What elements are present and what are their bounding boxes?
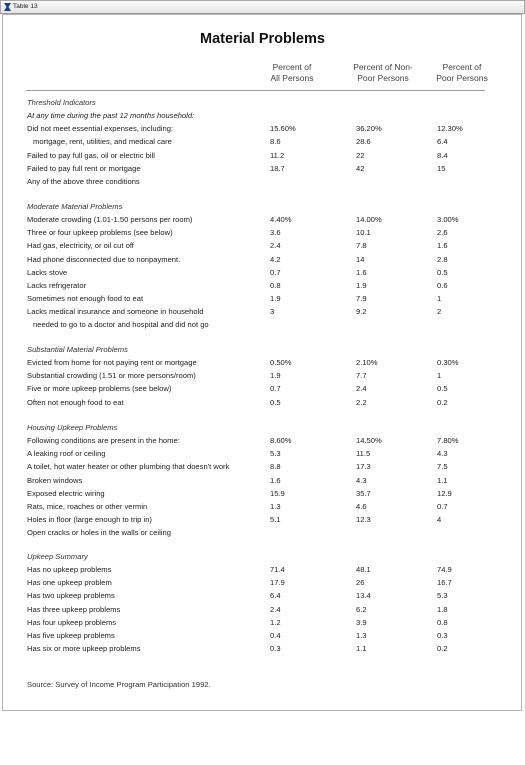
table-row: [27, 226, 497, 239]
column-header-line: Percent of: [272, 62, 312, 72]
column-header-line: Poor Persons: [357, 73, 409, 83]
window-title-bar: [0, 0, 525, 14]
row-label: Has no upkeep problems: [27, 565, 112, 575]
cell-non-poor: 12.3: [356, 515, 371, 525]
table-row: [27, 356, 497, 369]
row-label: A toilet, hot water heater or other plumbing that doesn't work: [27, 462, 230, 472]
table-row: [27, 434, 497, 447]
cell-all-persons: 2.4: [270, 241, 281, 251]
table-row: [27, 266, 497, 279]
table-row: [27, 279, 497, 292]
cell-all-persons: 1.6: [270, 475, 281, 485]
row-label: Failed to pay full rent or mortgage: [27, 163, 141, 173]
cell-all-persons: 0.7: [270, 384, 281, 394]
table-row: [27, 576, 497, 589]
cell-non-poor: 7.8: [356, 241, 367, 251]
cell-all-persons: 1.2: [270, 617, 281, 627]
row-label: Lacks refrigerator: [27, 280, 87, 290]
cell-poor: 4.3: [437, 449, 448, 459]
table-row: [27, 305, 497, 318]
header-divider: [26, 90, 485, 91]
cell-poor: 0.7: [437, 501, 448, 511]
cell-non-poor: 7.9: [356, 294, 367, 304]
cell-non-poor: 6.2: [356, 604, 367, 614]
table-title: Material Problems: [200, 31, 325, 47]
row-label: Broken windows: [27, 475, 83, 485]
source-note: [27, 679, 211, 691]
cell-poor: 0.2: [437, 397, 448, 407]
table-row: [27, 149, 497, 162]
cell-poor: 2.8: [437, 254, 448, 264]
cell-poor: 3.00%: [437, 215, 459, 225]
row-label: Has two upkeep problems: [27, 591, 115, 601]
cell-poor: 0.3: [437, 630, 448, 640]
table-row: [27, 369, 497, 382]
row-label: Lacks stove: [27, 267, 68, 277]
table-row: [27, 474, 497, 487]
cell-all-persons: 8.60%: [270, 436, 292, 446]
cell-non-poor: 1.6: [356, 267, 367, 277]
table-row: [27, 396, 497, 409]
row-label: Did not meet essential expenses, including:: [27, 124, 174, 134]
row-label: Had phone disconnected due to nonpayment.: [27, 254, 181, 264]
table-row: [27, 382, 497, 395]
cell-non-poor: 14: [356, 254, 365, 264]
source-label: Source:: [27, 680, 54, 689]
table-row: [27, 253, 497, 266]
row-label: Has six or more upkeep problems: [27, 644, 141, 654]
cell-non-poor: 2.10%: [356, 358, 378, 368]
cell-poor: 16.7: [437, 578, 452, 588]
cell-poor: 6.4: [437, 137, 448, 147]
table-row: [27, 487, 497, 500]
row-label: Has one upkeep problem: [27, 578, 112, 588]
source-text: Survey of Income Program Participation 1992.: [55, 680, 211, 689]
row-label: Holes in floor (large enough to trip in): [27, 515, 152, 525]
row-label: Open cracks or holes in the walls or ceiling: [27, 528, 171, 538]
row-label: Had gas, electricity, or oil cut off: [27, 241, 134, 251]
table-row: [27, 526, 497, 539]
row-label: Has four upkeep problems: [27, 617, 117, 627]
cell-all-persons: 11.2: [270, 150, 285, 160]
table-row: [27, 239, 497, 252]
cell-non-poor: 28.6: [356, 137, 371, 147]
table-row: [27, 460, 497, 473]
table-row: [27, 318, 497, 331]
cell-poor: 8.4: [437, 150, 448, 160]
table-row: [27, 109, 497, 122]
cell-all-persons: 5.3: [270, 449, 281, 459]
table-row: [27, 616, 497, 629]
cell-all-persons: 1.9: [270, 294, 281, 304]
table-row: [27, 162, 497, 175]
cell-non-poor: 1.9: [356, 280, 367, 290]
cell-poor: 0.30%: [437, 358, 459, 368]
cell-non-poor: 3.9: [356, 617, 367, 627]
column-header-line: Percent of Non-: [353, 62, 413, 72]
cell-all-persons: 15.60%: [270, 124, 296, 134]
section-title: Moderate Material Problems: [27, 202, 123, 211]
table-row: [27, 563, 497, 576]
cell-poor: 0.5: [437, 267, 448, 277]
cell-all-persons: 0.7: [270, 267, 281, 277]
row-label: Following conditions are present in the home:: [27, 436, 180, 446]
table-row: [27, 447, 497, 460]
row-label: Substantial crowding (1.51 or more persons/room): [27, 371, 196, 381]
row-label: Failed to pay full gas, oil or electric bill: [27, 150, 155, 160]
cell-all-persons: 2.4: [270, 604, 281, 614]
cell-non-poor: 14.00%: [356, 215, 382, 225]
cell-poor: 1.6: [437, 241, 448, 251]
row-label: Five or more upkeep problems (see below): [27, 384, 172, 394]
column-header-poor-persons: [423, 62, 501, 84]
cell-non-poor: 22: [356, 150, 365, 160]
cell-poor: 0.8: [437, 617, 448, 627]
cell-poor: 1: [437, 371, 442, 381]
table-row: [27, 513, 497, 526]
row-label: Has five upkeep problems: [27, 630, 115, 640]
cell-non-poor: 9.2: [356, 307, 367, 317]
cell-poor: 1: [437, 294, 442, 304]
column-header-line: Poor Persons: [436, 73, 488, 83]
cell-non-poor: 48.1: [356, 565, 371, 575]
cell-all-persons: 0.5: [270, 397, 281, 407]
section-title: Upkeep Summary: [27, 552, 88, 561]
row-label: Lacks medical insurance and someone in household: [27, 307, 204, 317]
cell-poor: 2: [437, 307, 442, 317]
cell-non-poor: 13.4: [356, 591, 371, 601]
cell-non-poor: 7.7: [356, 371, 367, 381]
column-header-line: All Persons: [270, 73, 314, 83]
cell-all-persons: 3: [270, 307, 275, 317]
cell-all-persons: 0.3: [270, 644, 281, 654]
table-row: [27, 122, 497, 135]
cell-non-poor: 2.2: [356, 397, 367, 407]
cell-non-poor: 17.3: [356, 462, 371, 472]
section-title: Threshold Indicators: [27, 98, 96, 107]
table-row: [27, 135, 497, 148]
column-header-non-poor-persons: [344, 62, 422, 84]
cell-all-persons: 6.4: [270, 591, 281, 601]
cell-non-poor: 10.1: [356, 228, 371, 238]
column-header-line: Percent of: [442, 62, 482, 72]
row-label: A leaking roof or ceiling: [27, 449, 106, 459]
cell-non-poor: 36.20%: [356, 124, 382, 134]
document-icon: [4, 3, 11, 11]
cell-all-persons: 0.8: [270, 280, 281, 290]
cell-poor: 0.5: [437, 384, 448, 394]
cell-all-persons: 0.4: [270, 630, 281, 640]
table-row: [27, 292, 497, 305]
cell-poor: 15: [437, 163, 446, 173]
cell-non-poor: 26: [356, 578, 365, 588]
cell-all-persons: 1.9: [270, 371, 281, 381]
column-header-all-persons: [253, 62, 331, 84]
cell-non-poor: 4.6: [356, 501, 367, 511]
cell-non-poor: 14.50%: [356, 436, 382, 446]
row-label: Has three upkeep problems: [27, 604, 121, 614]
row-label: Moderate crowding (1.01-1.50 persons per room): [27, 215, 193, 225]
row-label: Any of the above three conditions: [27, 176, 140, 186]
cell-all-persons: 4.40%: [270, 215, 292, 225]
cell-all-persons: 8.6: [270, 137, 281, 147]
row-label: Exposed electric wiring: [27, 488, 105, 498]
cell-poor: 5.3: [437, 591, 448, 601]
cell-all-persons: 18.7: [270, 163, 285, 173]
cell-poor: 7.5: [437, 462, 448, 472]
cell-all-persons: 8.8: [270, 462, 281, 472]
section-title: Housing Upkeep Problems: [27, 423, 118, 432]
cell-all-persons: 17.9: [270, 578, 285, 588]
table-row: [27, 642, 497, 655]
cell-non-poor: 1.3: [356, 630, 367, 640]
window-title: Table 13: [13, 3, 38, 10]
cell-non-poor: 2.4: [356, 384, 367, 394]
table-row: [27, 629, 497, 642]
cell-non-poor: 4.3: [356, 475, 367, 485]
cell-non-poor: 1.1: [356, 644, 367, 654]
table-row: [27, 213, 497, 226]
cell-poor: 12.30%: [437, 124, 463, 134]
cell-poor: 2.6: [437, 228, 448, 238]
cell-all-persons: 1.3: [270, 501, 281, 511]
cell-non-poor: 35.7: [356, 488, 371, 498]
cell-poor: 1.1: [437, 475, 448, 485]
table-row: [27, 589, 497, 602]
cell-non-poor: 11.5: [356, 449, 371, 459]
table-row: [27, 603, 497, 616]
cell-all-persons: 4.2: [270, 254, 281, 264]
cell-poor: 74.9: [437, 565, 452, 575]
table-row: [27, 500, 497, 513]
cell-poor: 0.6: [437, 280, 448, 290]
cell-poor: 12.9: [437, 488, 452, 498]
row-label: mortgage, rent, utilities, and medical care: [33, 137, 172, 147]
cell-all-persons: 0.50%: [270, 358, 292, 368]
cell-poor: 0.2: [437, 644, 448, 654]
cell-all-persons: 3.6: [270, 228, 281, 238]
cell-poor: 1.8: [437, 604, 448, 614]
row-label: needed to go to a doctor and hospital and did not go: [33, 320, 209, 330]
row-label: Often not enough food to eat: [27, 397, 124, 407]
row-label: Evicted from home for not paying rent or mortgage: [27, 358, 197, 368]
cell-poor: 7.80%: [437, 436, 459, 446]
row-label: Sometimes not enough food to eat: [27, 294, 144, 304]
row-label: Three or four upkeep problems (see below): [27, 228, 173, 238]
cell-all-persons: 71.4: [270, 565, 285, 575]
section-title: Substantial Material Problems: [27, 345, 128, 354]
table-row: [27, 175, 497, 188]
cell-all-persons: 15.9: [270, 488, 285, 498]
row-label: Rats, mice, roaches or other vermin: [27, 501, 148, 511]
cell-poor: 4: [437, 515, 442, 525]
cell-non-poor: 42: [356, 163, 365, 173]
cell-all-persons: 5.1: [270, 515, 281, 525]
row-label: At any time during the past 12 months household:: [27, 111, 195, 121]
